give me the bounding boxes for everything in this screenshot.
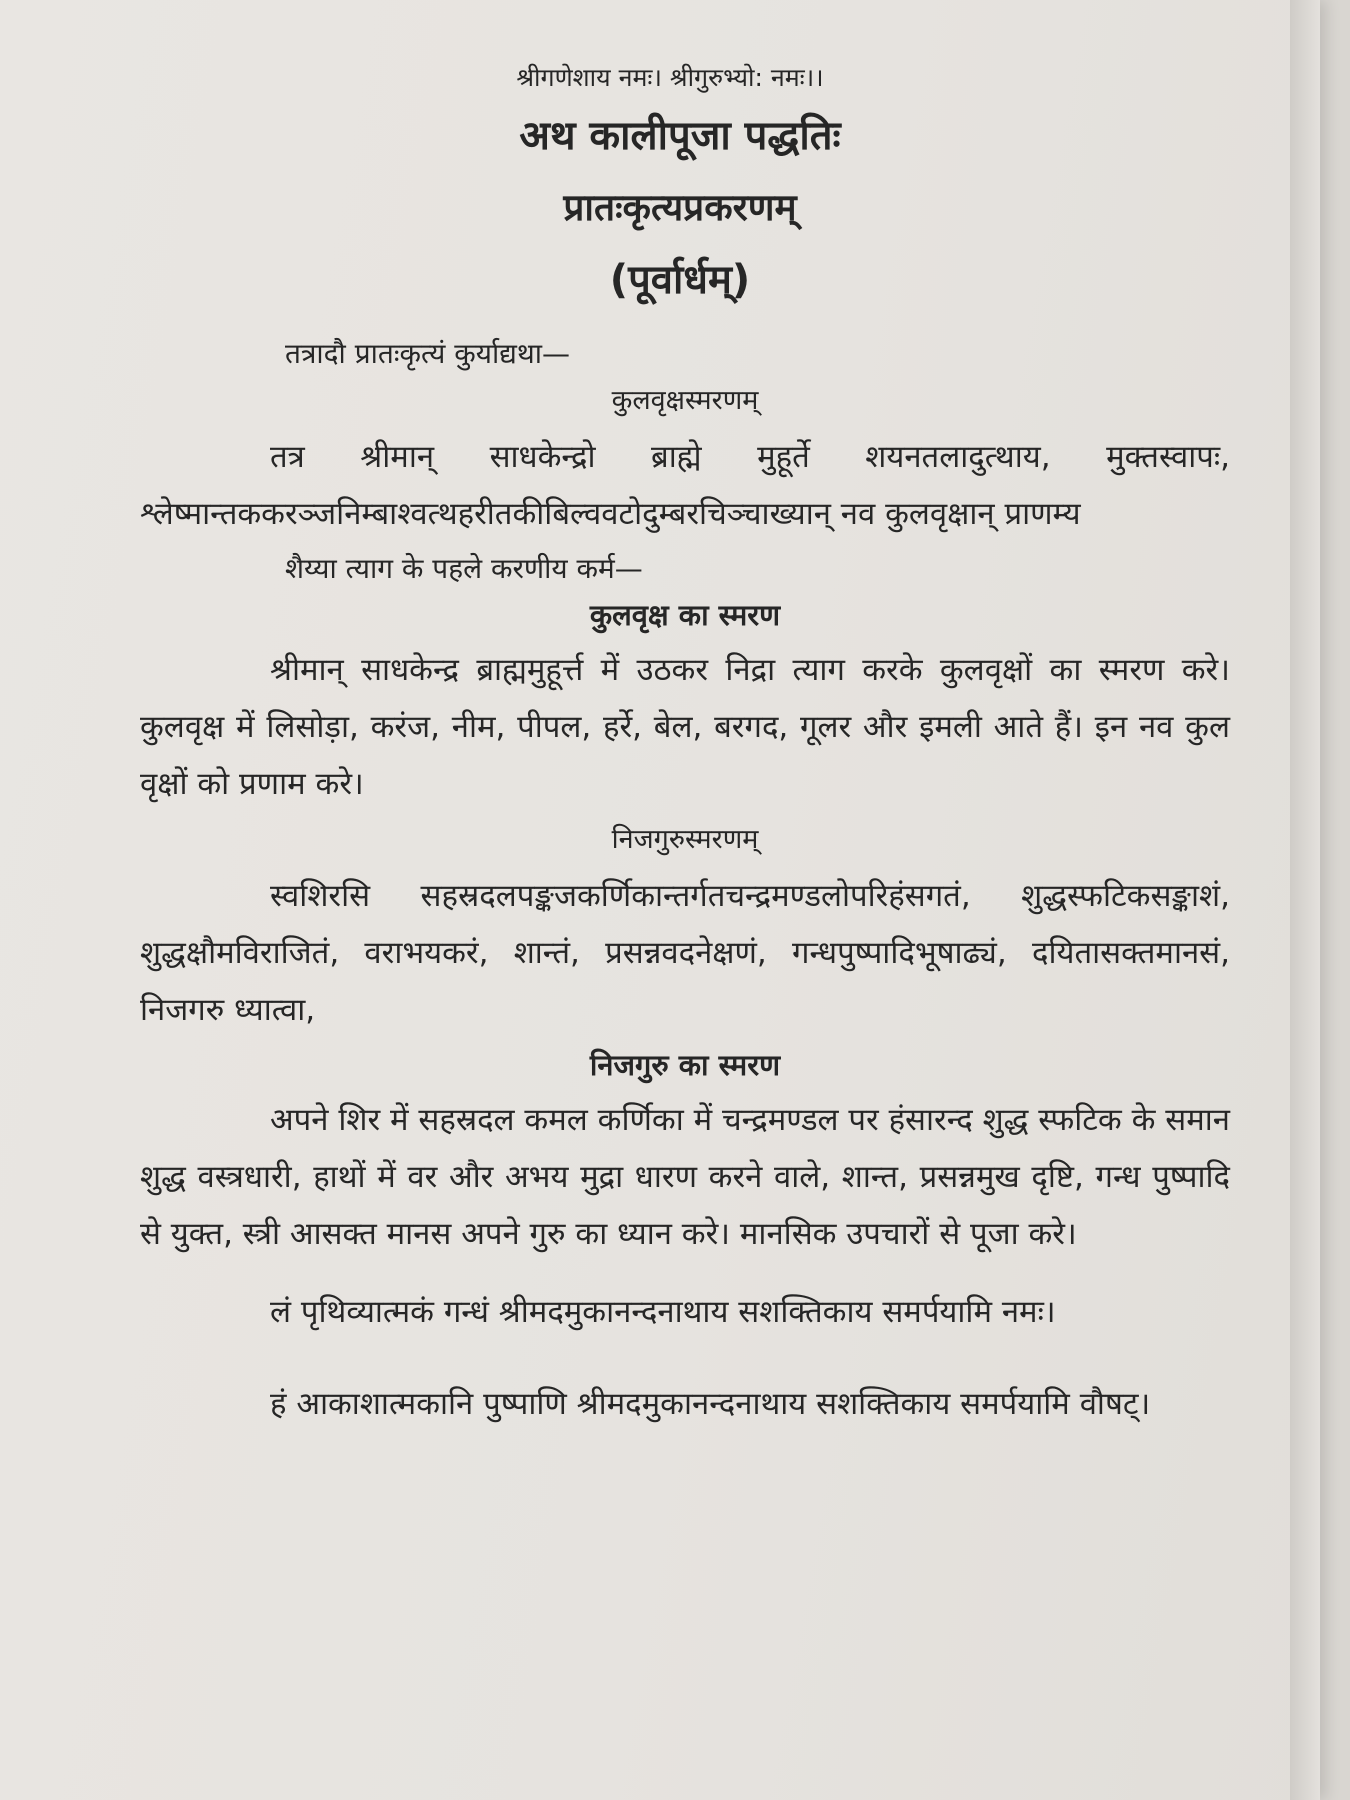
- page-edge: [1290, 0, 1320, 1800]
- sanskrit-paragraph: तत्र श्रीमान् साधकेन्द्रो ब्राह्मे मुहूर्ते शयनतलादुत्थाय, मुक्तस्वापः, श्लेष्मान्तककरञ्जनिम्बाश्वत्थहरीतकीबिल्ववटोदुम्बरचिञ्चाख्यान् नव कुलवृक्षान् प्राणम्य: [140, 439, 1230, 533]
- intro-line: तत्रादौ प्रातःकृत्यं कुर्याद्यथा—: [285, 337, 571, 371]
- section-heading-hindi: कुलवृक्ष का स्मरण: [589, 598, 781, 633]
- page-content: [140, 60, 1230, 1453]
- invocation-line: श्रीगणेशाय नमः। श्रीगुरुभ्यो: नमः।।: [516, 63, 824, 92]
- mantra-line: हं आकाशात्मकानि पुष्पाणि श्रीमदमुकानन्दनाथाय सशक्तिकाय समर्पयामि वौषट्।: [270, 1386, 1151, 1423]
- mantra-line: लं पृथिव्यात्मकं गन्धं श्रीमदमुकानन्दनाथाय सशक्तिकाय समर्पयामि नमः।: [270, 1294, 1056, 1331]
- section-heading-sanskrit: कुलवृक्षस्मरणम्: [611, 385, 759, 417]
- hindi-paragraph: श्रीमान् साधकेन्द्र ब्राह्ममुहूर्त्त में उठकर निद्रा त्याग करके कुलवृक्षों का स्मरण करे। कुलवृक्ष में लिसोड़ा, करंज, नीम, पीपल, हर्रे, बेल, बरगद, गूलर और इमली आते हैं। इन नव कुल वृक्षों को प्रणाम करे।: [140, 652, 1230, 803]
- chapter-title: प्रातःकृत्यप्रकरणम्: [563, 186, 797, 229]
- main-title: अथ कालीपूजा पद्धतिः: [519, 113, 841, 159]
- sanskrit-paragraph: स्वशिरसि सहस्रदलपङ्कजकर्णिकान्तर्गतचन्द्रमण्डलोपरिहंसगतं, शुद्धस्फटिकसङ्काशं, शुद्धक्षौमविराजितं, वराभयकरं, शान्तं, प्रसन्नवदनेक्षणं, गन्धपुष्पादिभूषाढ्यं, दयितासक्तमानसं, निजगरु ध्यात्वा,: [140, 878, 1230, 1029]
- section-heading-hindi: निजगुरु का स्मरण: [589, 1048, 781, 1083]
- hindi-intro-line: शैय्या त्याग के पहले करणीय कर्म—: [285, 552, 643, 586]
- section-heading-sanskrit: निजगुरुस्मरणम्: [611, 824, 759, 856]
- part-title: (पूर्वार्धम्): [609, 257, 751, 304]
- hindi-paragraph: अपने शिर में सहस्रदल कमल कर्णिका में चन्द्रमण्डल पर हंसारन्द शुद्ध स्फटिक के समान शुद्ध वस्त्रधारी, हाथों में वर और अभय मुद्रा धारण करने वाले, शान्त, प्रसन्नमुख दृष्टि, गन्ध पुष्पादि से युक्त, स्त्री आसक्त मानस अपने गुरु का ध्यान करे। मानसिक उपचारों से पूजा करे।: [140, 1102, 1230, 1253]
